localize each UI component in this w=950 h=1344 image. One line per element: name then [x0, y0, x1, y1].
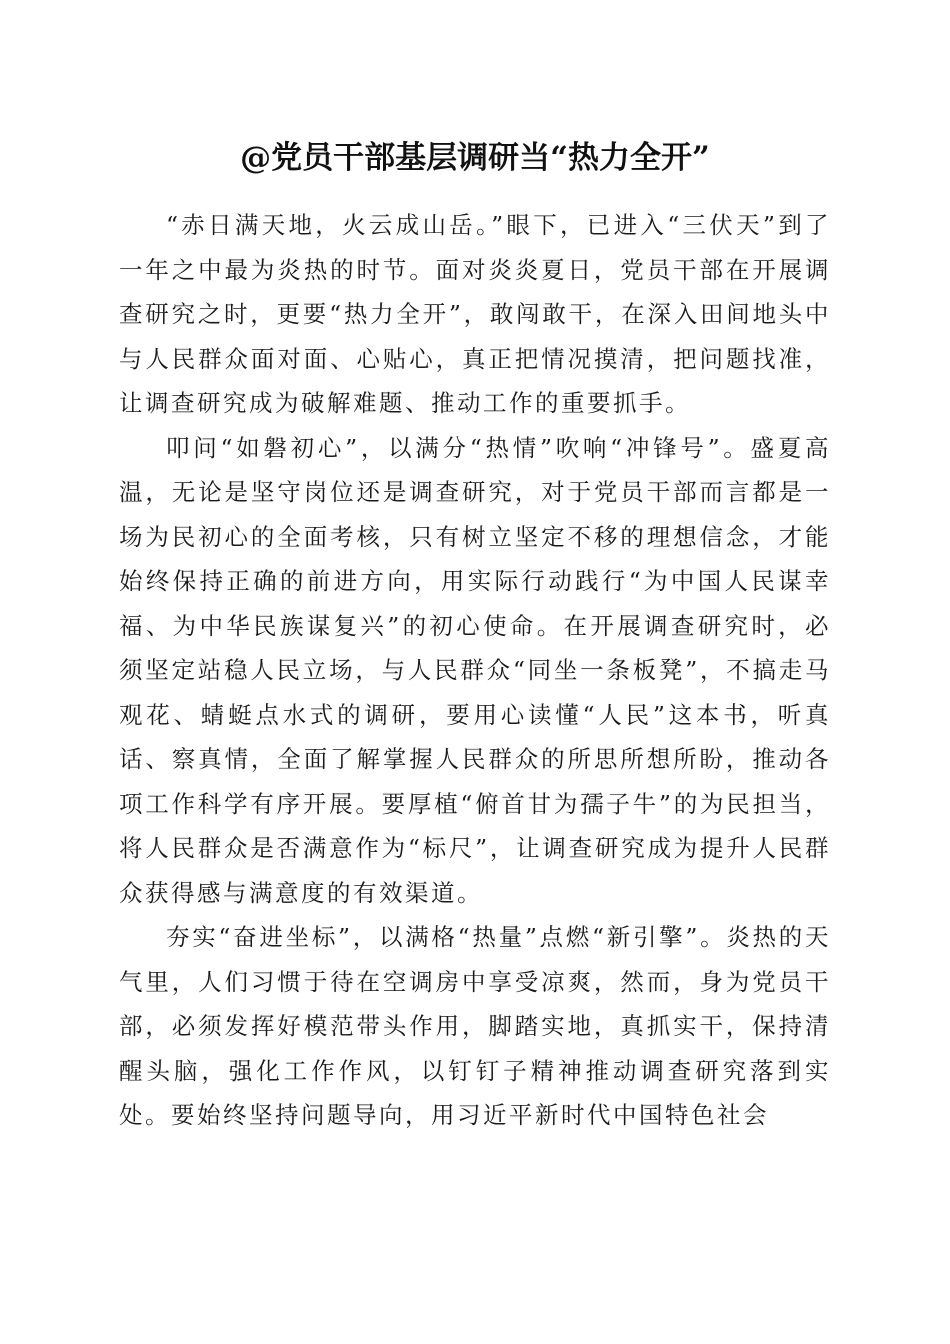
paragraph-forward-coordinate: 夯实“奋进坐标”，以满格“热量”点燃“新引擎”。炎热的天气里，人们习惯于待在空调房中享受凉爽，然而，身为党员干部，必须发挥好模范带头作用，脚踏实地，真抓实干，保持清醒头脑，强化工作作风，以钉钉子精神推动调查研究落到实处。要始终坚持问题导向，用习近平新时代中国特色社会: [119, 923, 831, 1129]
document-body: [119, 203, 831, 1138]
document-title: @党员干部基层调研当“热力全开”: [240, 140, 710, 176]
paragraph-intro: “赤日满天地，火云成山岳。”眼下，已进入“三伏天”到了一年之中最为炎热的时节。面对炎炎夏日，党员干部在开展调查研究之时，更要“热力全开”，敢闯敢干，在深入田间地头中与人民群众面对面、心贴心，真正把情况摸清，把问题找准，让调查研究成为破解难题、推动工作的重要抓手。: [119, 211, 831, 417]
paragraph-initial-aspiration: 叩问“如磐初心”，以满分“热情”吹响“冲锋号”。盛夏高温，无论是坚守岗位还是调查研究，对于党员干部而言都是一场为民初心的全面考核，只有树立坚定不移的理想信念，才能始终保持正确的前进方向，用实际行动践行“为中国人民谋幸福、为中华民族谋复兴”的初心使命。在开展调查研究时，必须坚定站稳人民立场，与人民群众“同坐一条板凳”，不搞走马观花、蜻蜓点水式的调研，要用心读懂“人民”这本书，听真话、察真情，全面了解掌握人民群众的所思所想所盼，推动各项工作科学有序开展。要厚植“俯首甘为孺子牛”的为民担当，将人民群众是否满意作为“标尺”，让调查研究成为提升人民群众获得感与满意度的有效渠道。: [119, 433, 831, 907]
